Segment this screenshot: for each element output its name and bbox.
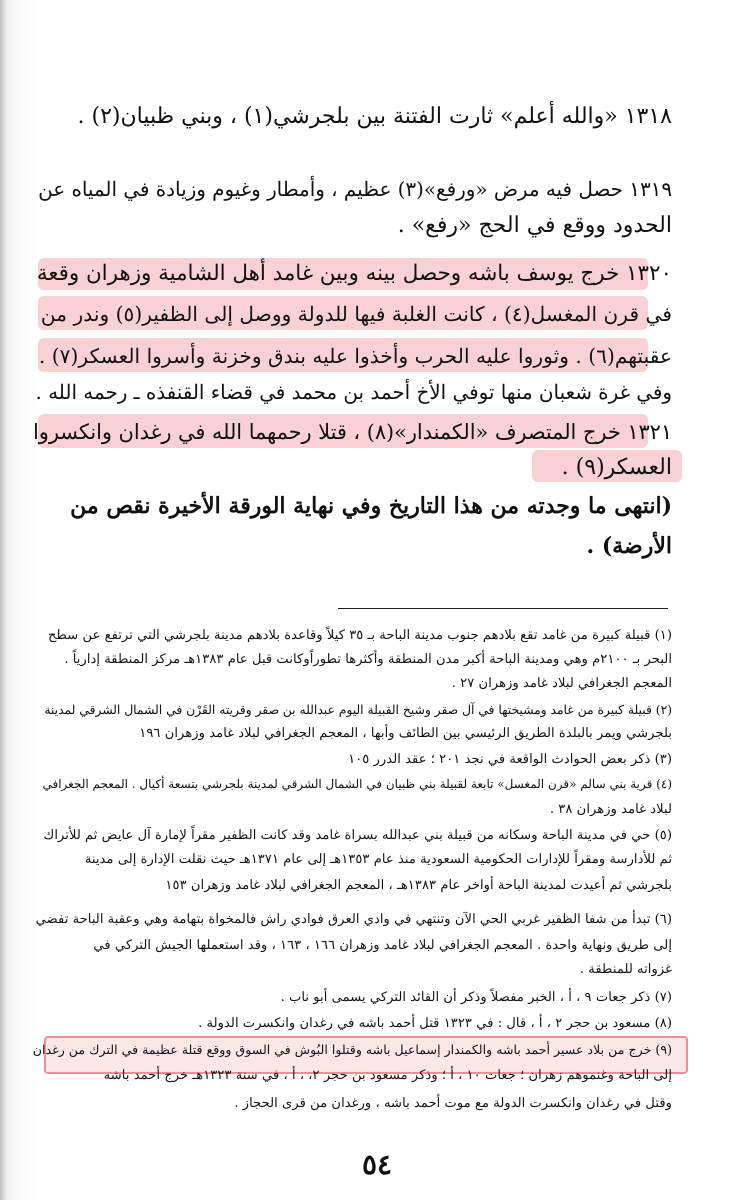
main-text-line: ١٣١٩ حصل فيه مرض «ورفع»(٣) عظيم ، وأمطار وغيوم وزيادة في المياه عن: [38, 178, 672, 201]
footnote-line: إلى طريق ونهاية واحدة . المعجم الجغرافي لبلاد غامد وزهران ١٦٦ ، ١٦٣ ، وقد استعملها الجيش التركي في: [93, 938, 672, 953]
footnote-line: غزواته للمنطقة .: [579, 962, 672, 977]
footnote-line: ثم للأدارسة ومقراً للإدارات الحكومية السعودية منذ عام ١٣٥٣هـ إلى عام ١٣٧١هـ حيث نقلت الإدارة إلى مدينة: [84, 852, 672, 867]
main-text-line: ١٣١٨ «والله أعلم» ثارت الفتنة بين بلجرشي(١) ، وبني ظبيان(٢) .: [77, 104, 672, 129]
footnote-line: (٤) قرية بني سالم «قرن المغسل» تابعة لقبيلة بني ظبيان في الشمال الشرقي لمدينة بلجرشي بتسعة أكيال . المعجم الجغرافي: [42, 777, 672, 791]
footnote-line: المعجم الجغرافي لبلاد غامد وزهران ٢٧ .: [451, 676, 672, 691]
main-text-line: ١٣٢١ خرج المتصرف «الكمندار»(٨) ، قتلا رحمهما الله في رغدان وانكسروا: [33, 420, 672, 444]
footnote-line: (٨) مسعود بن حجر ٢ ، أ ، قال : في ١٣٢٣ قتل أحمد باشه في رغدان وانكسرت الدولة .: [198, 1016, 672, 1031]
footnote-line: (٢) قبيلة كبيرة من غامد ومشيختها في آل صقر وشيخ القبيلة اليوم عبدالله بن صقر وقريته القَرْن في الشمال الشرقي لمدينة: [44, 703, 672, 717]
main-text-line: الحدود ووقع في الحج «رفع» .: [397, 213, 672, 238]
footnote-separator: [338, 608, 668, 609]
main-text-line: (انتهى ما وجدته من هذا التاريخ وفي نهاية الورقة الأخيرة نقص من: [70, 493, 672, 519]
footnote-line: (٧) ذكر جعات ٩ ، أ ، الخبر مفصلاً وذكر أن القائد التركي يسمى أبو ناب .: [280, 990, 672, 1005]
footnote-line: بلجرشي ويمر بالبلدة الطريق الرئيسي بين الطائف وأبها ، المعجم الجغرافي لبلاد غامد وزهران ١٩٦: [139, 726, 672, 741]
footnote-line: (٥) حي في مدينة الباحة وسكانه من قبيلة بني عبدالله بسراة غامد وقد كانت الظفير مقراً لإمارة آل عايض ثم للأتراك: [43, 828, 672, 843]
main-text-line: في قرن المغسل(٤) ، كانت الغلبة فيها للدولة ووصل إلى الظفير(٥) وندر من: [40, 302, 672, 326]
footnote-line: بلجرشي ثم أعيدت لمدينة الباحة أواخر عام ١٣٨٣هـ ، المعجم الجغرافي لبلاد غامد وزهران ١٥٣: [165, 878, 672, 893]
footnote-line: لبلاد غامد وزهران ٣٨ .: [549, 802, 672, 817]
footnote-line: (٣) ذكر بعض الحوادث الواقعة في نجد ٢٠١ ؛ عقد الدرر ١٠٥: [348, 752, 672, 767]
main-text-line: العسكر(٩) .: [561, 455, 672, 480]
main-text-line: وفي غرة شعبان منها توفي الأخ أحمد بن محمد في قضاء القنفذه ـ رحمه الله .: [35, 381, 672, 404]
footnote-line: (١) قبيلة كبيرة من غامد تقع بلادهم جنوب مدينة الباحة بـ ٣٥ كيلاً وقاعدة بلادهم مدينة بلجرشي التي ترتفع عن سطح: [47, 628, 672, 643]
main-text-line: ١٣٢٠ خرج يوسف باشه وحصل بينه وبين غامد أهل الشامية وزهران وقعة: [36, 261, 672, 286]
footnote-line: إلى الباحة وغنموهم زهران ؛ جعات ١٠ ، أ ؛ وذكر مسعود بن حجر ٢، ، أ ، في سنة ١٣٢٣هـ خرج أحمد باشه: [103, 1068, 672, 1083]
footnote-line: (٩) خرج من بلاد عسير أحمد باشه والكمندار إسماعيل باشه وقتلوا البُوش في السوق ووقع قتلة عظيمة في الترك من رغدان: [32, 1042, 672, 1057]
footnote-line: (٦) تبدأ من شفا الظفير غربي الحي الآن وتنتهي في وادي العرق فوادي راش فالمخواة بتهامة وهي وعقبة الباحة تفضي: [35, 912, 672, 927]
footnote-line: وقتل في رغدان وانكسرت الدولة مع موت أحمد باشه ، ورغدان من قرى الحجاز .: [234, 1096, 672, 1111]
book-spine-shadow: [0, 0, 6, 1200]
main-text-line: عقبتهم(٦) . وثوروا عليه الحرب وأخذوا عليه بندق وخزنة وأسروا العسكر(٧) .: [38, 344, 672, 368]
page-number: ٥٤: [361, 1148, 393, 1181]
footnote-line: البحر بـ ٢١٠٠م وهي ومدينة الباحة أكبر مدن المنطقة وأكثرها تطوراًوكانت قبل عام ١٣٨٣هـ مركز المنطقة إدارياً .: [64, 652, 672, 667]
main-text-line: الأرضة) .: [586, 533, 672, 559]
